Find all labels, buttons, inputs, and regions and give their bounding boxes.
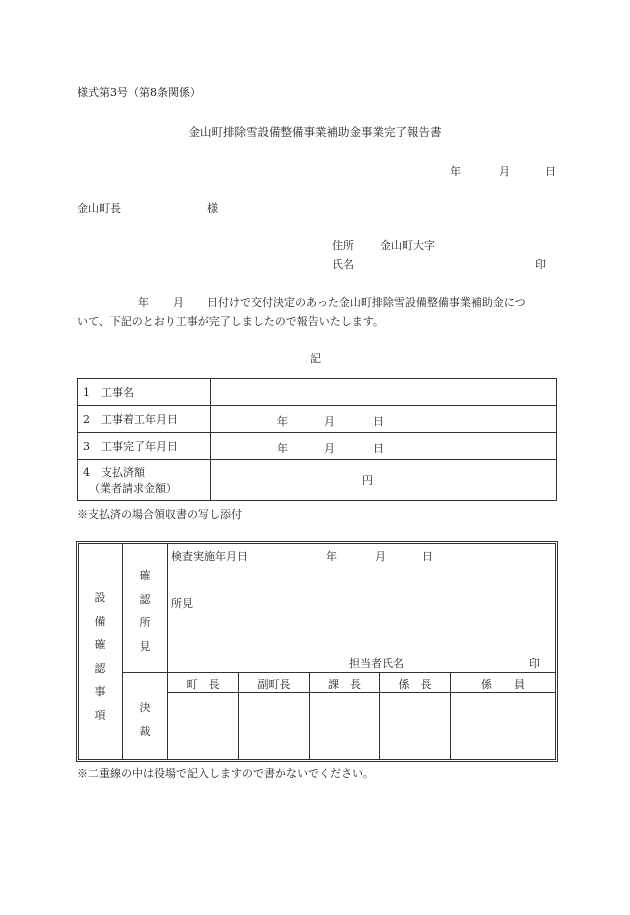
confirm-char: 所 [139, 616, 151, 629]
item-label-cell [78, 460, 211, 501]
confirm-char: 認 [139, 592, 151, 606]
ki-label: 記 [310, 352, 321, 365]
document-title: 金山町排除雪設備整備事業補助金事業完了報告書 [188, 125, 442, 139]
section-char: 項 [94, 708, 106, 722]
divider [167, 692, 555, 693]
approver-section-chief: 課 長 [328, 678, 361, 691]
approver-staff: 係 員 [481, 678, 525, 691]
receipt-note: ※支払済の場合領収書の写し添付 [77, 508, 242, 521]
addressee-honorific: 様 [207, 202, 218, 215]
inspector-label: 担当者氏名 [349, 657, 404, 670]
approval-label [134, 696, 156, 743]
date-year: 年 [450, 165, 461, 178]
item-number: 1 [83, 386, 90, 399]
body-month: 月 [173, 296, 184, 309]
body-line1: 日付けで交付決定のあった金山町排除雪設備整備事業補助金につ [207, 296, 526, 309]
item-number: 2 [83, 413, 90, 426]
approval-char: 決 [139, 701, 151, 714]
approver-deputy-mayor: 副町長 [257, 678, 291, 691]
office-use-note: ※二重線の中は役場で記入しますので書かないでください。 [77, 767, 374, 780]
confirm-label [134, 564, 156, 658]
section-char: 確 [94, 638, 106, 651]
address-value: 金山町大字 [380, 239, 435, 252]
inspection-month: 月 [375, 550, 386, 563]
inspection-day: 日 [422, 550, 433, 563]
end-day: 日 [373, 442, 384, 455]
divider [122, 544, 123, 759]
table-row [78, 406, 557, 433]
divider [167, 544, 168, 759]
name-label: 氏名 [332, 258, 354, 271]
date-day: 日 [545, 165, 556, 178]
yen-unit: 円 [362, 474, 373, 487]
applicant-seal: 印 [535, 258, 546, 271]
table-row [78, 433, 557, 460]
findings-label: 所見 [171, 597, 193, 610]
start-month: 月 [324, 415, 335, 428]
divider [122, 672, 555, 673]
start-year: 年 [277, 415, 288, 428]
end-month: 月 [324, 442, 335, 455]
construction-name-field[interactable] [211, 379, 557, 406]
inspection-date-label: 検査実施年月日 [171, 550, 248, 563]
section-char: 事 [94, 685, 106, 698]
end-date-field[interactable] [211, 433, 557, 460]
approver-subsection-chief: 係 長 [398, 678, 432, 691]
body-line2: いて、下記のとおり工事が完了しましたので報告いたします。 [77, 315, 384, 328]
items-table [77, 378, 557, 501]
item-label-cell [78, 379, 211, 406]
inspection-year: 年 [326, 550, 337, 563]
approval-char: 裁 [139, 724, 151, 738]
table-row [78, 379, 557, 406]
approver-mayor: 町 長 [186, 678, 220, 691]
body-year: 年 [138, 296, 149, 309]
end-year: 年 [277, 442, 288, 455]
address-label: 住所 [332, 239, 354, 252]
date-month: 月 [499, 165, 510, 178]
item-label: 支払済額 [101, 466, 145, 479]
start-date-field[interactable] [211, 406, 557, 433]
table-row [78, 460, 557, 501]
item-label-cell [78, 433, 211, 460]
inspector-seal: 印 [529, 657, 540, 670]
section-char: 備 [94, 614, 106, 628]
addressee-name: 金山町長 [77, 202, 121, 215]
section-char: 設 [94, 591, 106, 604]
form-number: 様式第3号（第8条関係） [77, 86, 201, 99]
start-day: 日 [373, 415, 384, 428]
item-label: 工事完了年月日 [101, 440, 178, 453]
confirm-char: 見 [139, 639, 151, 653]
section-label [89, 586, 111, 727]
paid-amount-field[interactable] [211, 460, 557, 501]
item-label-cell [78, 406, 211, 433]
item-sublabel: （業者請求金額） [89, 482, 177, 495]
item-label: 工事着工年月日 [101, 413, 178, 426]
section-char: 認 [94, 661, 106, 675]
item-label: 工事名 [101, 386, 134, 399]
item-number: 3 [83, 440, 90, 453]
office-use-box [76, 541, 558, 762]
confirm-char: 確 [139, 569, 151, 582]
item-number: 4 [83, 466, 90, 479]
